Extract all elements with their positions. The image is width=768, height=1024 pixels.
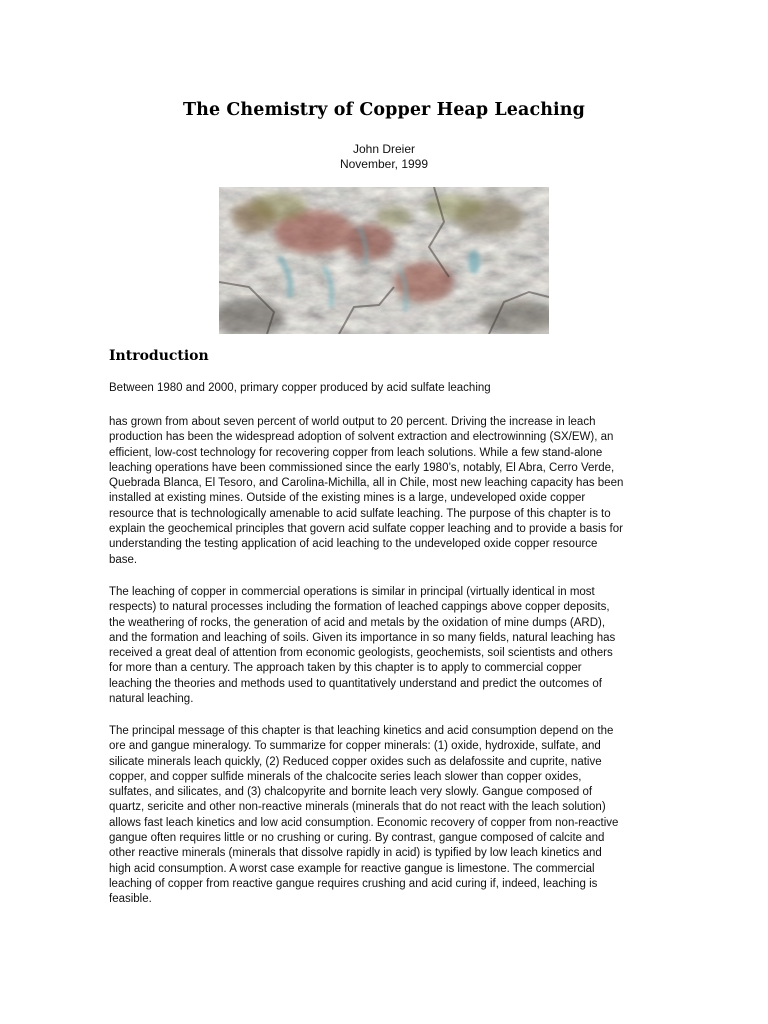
text-line: natural leaching.	[109, 693, 194, 706]
text-line: leaching operations have been commissioned since the early 1980’s, notably, El Abra, Cerro Verde,	[109, 461, 615, 474]
text-line: respects) to natural processes including the formation of leached cappings above copper deposits,	[109, 601, 610, 614]
text-line: Between 1980 and 2000, primary copper produced by acid sulfate leaching	[109, 382, 491, 394]
paragraph	[109, 724, 657, 908]
text-line: allows fast leach kinetics and low acid consumption. Economic recovery of copper from non-reactive	[109, 816, 619, 829]
text-line: resource that is technologically amenable to acid sulfate leaching. The purpose of this chapter is to	[109, 507, 611, 520]
text-line: copper, and copper sulfide minerals of the chalcocite series leach slower than copper oxides,	[109, 770, 582, 783]
text-line: received a great deal of attention from economic geologists, geochemists, soil scientists and others	[109, 647, 613, 660]
text-line: understanding the testing application of acid leaching to the undeveloped oxide copper resource	[109, 538, 598, 551]
rock-outcrop-photo	[219, 187, 549, 334]
text-line: silicate minerals leach quickly, (2) Reduced copper oxides such as delafossite and cuprite, native	[109, 755, 602, 768]
text-line: efficient, low-cost technology for recovering copper from leach solutions. While a few stand-alone	[109, 446, 603, 459]
text-line: quartz, sericite and other non-reactive minerals (minerals that do not react with the leach solution)	[109, 801, 606, 814]
text-line: leaching the theories and methods used to quantitatively understand and predict the outcomes of	[109, 677, 602, 690]
paragraph	[109, 381, 657, 396]
author-name: John Dreier	[352, 142, 416, 156]
text-line: The leaching of copper in commercial operations is similar in principal (virtually identical in most	[109, 586, 595, 598]
text-line: other reactive minerals (minerals that dissolve rapidly in acid) is typified by low leach kinetics and	[109, 847, 602, 860]
paragraph	[109, 415, 657, 568]
text-line: and the formation and leaching of soils. Given its importance in so many fields, natural leaching has	[109, 631, 616, 644]
text-line: high acid consumption. A worst case example for reactive gangue is limestone. The commercial	[109, 862, 595, 875]
section-heading: Introduction	[109, 348, 209, 364]
text-line: sulfates, and silicates, and (3) chalcopyrite and bornite leach very slowly. Gangue composed of	[109, 786, 593, 799]
text-line: feasible.	[109, 893, 152, 906]
text-line: base.	[109, 553, 138, 566]
text-line: leaching of copper from reactive gangue requires crushing and acid curing if, indeed, leaching is	[109, 877, 598, 890]
text-line: for more than a century. The approach taken by this chapter is to apply to commercial copper	[109, 662, 582, 675]
text-line: installed at existing mines. Outside of the existing mines is a large, undeveloped oxide copper	[109, 492, 586, 505]
text-line: ore and gangue mineralogy. To summarize for copper minerals: (1) oxide, hydroxide, sulfate, and	[109, 740, 601, 753]
publication-date: November, 1999	[339, 157, 429, 171]
text-line: the weathering of rocks, the generation of acid and metals by the oxidation of mine dumps (ARD),	[109, 616, 606, 629]
paragraph	[109, 585, 657, 707]
text-line: has grown from about seven percent of world output to 20 percent. Driving the increase in leach	[109, 416, 596, 428]
text-line: Quebrada Blanca, El Tesoro, and Carolina-Michilla, all in Chile, most new leaching capacity has been	[109, 477, 624, 490]
text-line: explain the geochemical principles that govern acid sulfate copper leaching and to provide a basis for	[109, 523, 623, 536]
text-line: The principal message of this chapter is that leaching kinetics and acid consumption depend on the	[109, 725, 614, 737]
document-title: The Chemistry of Copper Heap Leaching	[183, 100, 585, 120]
text-line: gangue often requires little or no crushing or curing. By contrast, gangue composed of calcite and	[109, 832, 605, 845]
text-line: production has been the widespread adoption of solvent extraction and electrowinning (SX/EW), an	[109, 431, 614, 444]
